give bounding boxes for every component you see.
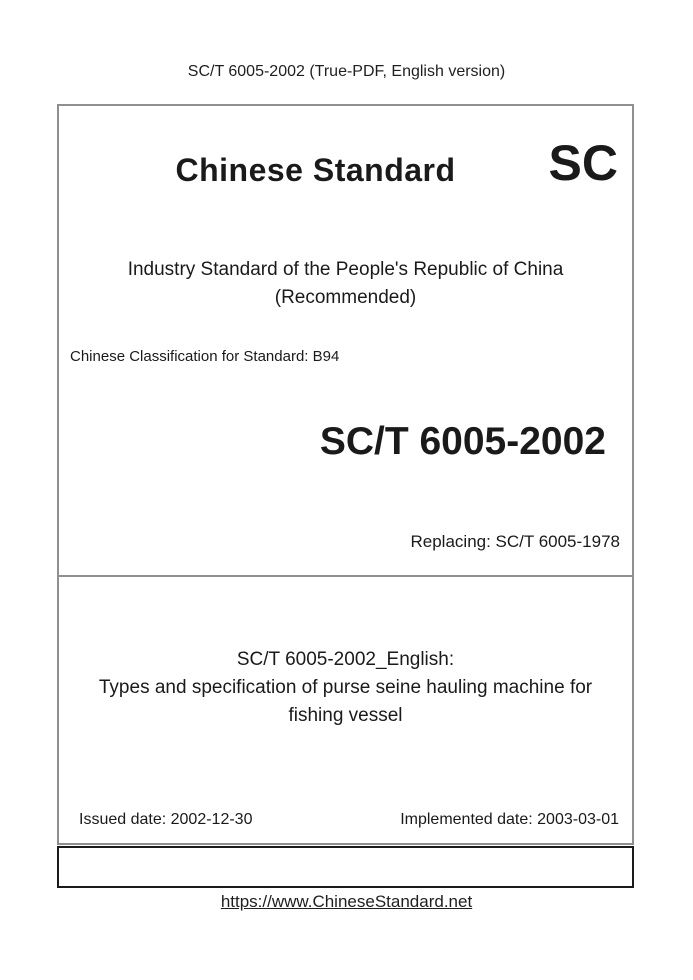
- brand-row: [59, 135, 632, 191]
- dates-row: [59, 811, 632, 829]
- section-divider: [59, 575, 632, 577]
- cover-box: [57, 104, 634, 845]
- english-title-block: [59, 646, 632, 730]
- brand-title: Chinese Standard: [175, 152, 456, 188]
- page-footer: [0, 892, 693, 912]
- footer-link[interactable]: https://www.ChineseStandard.net: [220, 892, 473, 911]
- standard-type-line2: (Recommended): [274, 287, 417, 308]
- standard-type-block: [59, 256, 632, 312]
- classification-label: Chinese Classification for Standard: B94: [70, 348, 340, 365]
- issued-date: Issued date: 2002-12-30: [79, 811, 253, 828]
- implemented-date: Implemented date: 2003-03-01: [400, 811, 619, 828]
- replacing-note: Replacing: SC/T 6005-1978: [410, 532, 620, 551]
- empty-footer-box: [57, 846, 634, 888]
- page-header-note: SC/T 6005-2002 (True-PDF, English version): [187, 63, 506, 80]
- english-title-line2: Types and specification of purse seine hauling machine for: [98, 677, 593, 698]
- english-title-line3: fishing vessel: [288, 705, 403, 726]
- sc-logo: SC: [548, 135, 618, 191]
- standard-code: SC/T 6005-2002: [319, 420, 606, 463]
- english-title-line1: SC/T 6005-2002_English:: [236, 649, 455, 670]
- standard-type-line1: Industry Standard of the People's Republic of China: [127, 259, 564, 280]
